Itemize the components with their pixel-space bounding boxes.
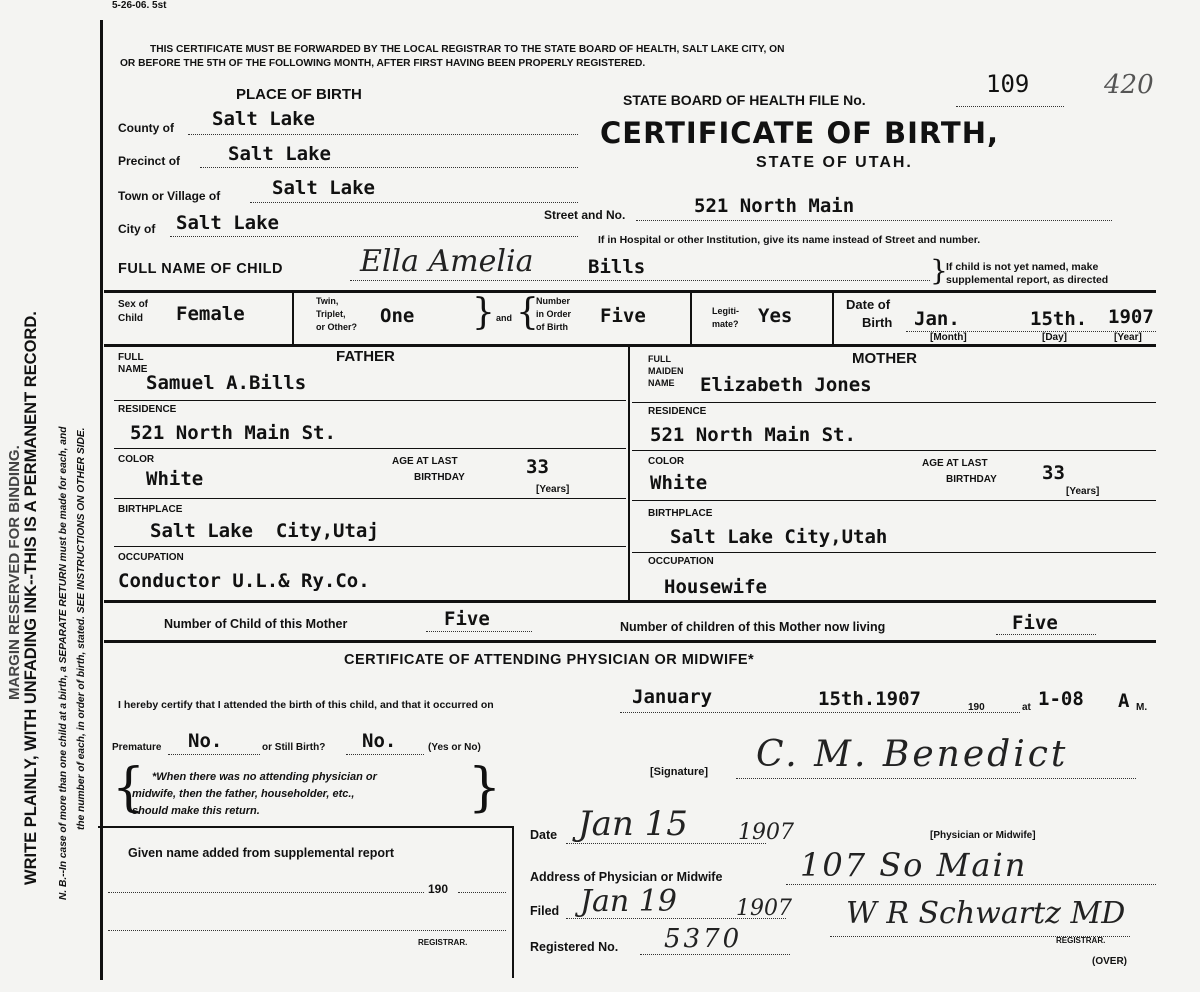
day-caption: [Day]	[1042, 332, 1068, 343]
parents-divider	[628, 346, 630, 602]
county-value: Salt Lake	[212, 108, 315, 130]
twin-label-1: Twin,	[316, 296, 339, 306]
rule-after-parents	[104, 600, 1156, 603]
attended-date: January	[632, 686, 713, 708]
child-number: Five	[444, 608, 490, 630]
divider-sex	[292, 292, 294, 344]
rule-after-name	[104, 290, 1156, 293]
stillbirth-label: or Still Birth?	[262, 742, 326, 753]
father-name-rule	[114, 400, 626, 401]
address-line	[786, 884, 1156, 885]
margin-note-line1: N. B.--In case of more than one child at a birth, a SEPARATE RETURN must be made for each, and	[58, 426, 69, 900]
signature-line	[736, 778, 1136, 779]
signature-label: [Signature]	[650, 766, 709, 778]
and-label: and	[496, 313, 513, 323]
month-caption: [Month]	[930, 332, 967, 343]
twin-brace: }	[472, 292, 495, 333]
birth-date-label-1: Date of	[846, 297, 891, 312]
divider-order	[690, 292, 692, 344]
divider-legit	[832, 292, 834, 344]
notice-line-2: OR BEFORE THE 5TH OF THE FOLLOWING MONTH, AFTER FIRST HAVING BEEN PROPERLY REGISTERED.	[120, 58, 646, 69]
mother-age: 33	[1042, 462, 1065, 484]
county-label: County of	[118, 121, 174, 135]
father-name: Samuel A.Bills	[146, 372, 307, 394]
father-age-label-1: AGE AT LAST	[392, 456, 458, 467]
attended-day-year: 15th.1907	[818, 688, 921, 710]
mother-years-caption: [Years]	[1066, 486, 1100, 497]
note-line-3: should make this return.	[132, 805, 260, 817]
hospital-note: If in Hospital or other Institution, give its name instead of Street and number.	[598, 234, 981, 246]
living-line	[996, 634, 1096, 635]
margin-note-line2: the number of each, in order of birth, stated. SEE INSTRUCTIONS ON OTHER SIDE.	[76, 427, 87, 830]
legit-label-1: Legiti-	[712, 306, 739, 316]
order-brace: {	[516, 292, 539, 333]
premature-label: Premature	[112, 742, 162, 753]
living-number: Five	[1012, 612, 1058, 634]
child-first-name: Ella Amelia	[360, 244, 534, 279]
file-number: 109	[986, 70, 1030, 98]
birth-day: 15th.	[1030, 308, 1088, 330]
county-line	[188, 134, 578, 135]
mother-age-label-1: AGE AT LAST	[922, 458, 988, 469]
sex-label-1: Sex of	[118, 299, 149, 310]
father-occupation: Conductor U.L.& Ry.Co.	[118, 570, 370, 592]
sign-year: 1907	[738, 820, 794, 845]
street-line	[636, 220, 1112, 221]
supplemental-heading: Given name added from supplemental report	[128, 846, 395, 860]
town-value: Salt Lake	[272, 177, 375, 199]
unnamed-note-1: If child is not yet named, make	[946, 261, 1099, 273]
supp-name-line	[108, 892, 424, 893]
at-label: at	[1022, 702, 1031, 713]
legit-value: Yes	[758, 305, 793, 327]
margin-ink-warning: WRITE PLAINLY, WITH UNFADING INK--THIS IS A PERMANENT RECORD.	[22, 311, 40, 885]
birth-date-label-2: Birth	[862, 315, 893, 330]
street-value: 521 North Main	[694, 195, 855, 217]
over-label: (OVER)	[1092, 956, 1127, 967]
premature-line	[168, 754, 260, 755]
order-label-3: of Birth	[536, 322, 568, 332]
street-label: Street and No.	[544, 208, 626, 222]
attended-time: 1-08	[1038, 688, 1084, 710]
city-line	[170, 236, 578, 237]
birth-month: Jan.	[914, 308, 960, 330]
notice-line-1: THIS CERTIFICATE MUST BE FORWARDED BY THE LOCAL REGISTRAR TO THE STATE BOARD OF HEALTH, SALT LAKE CITY, ON	[150, 44, 785, 55]
birth-year: 1907	[1108, 306, 1154, 328]
father-years-caption: [Years]	[536, 484, 570, 495]
yes-no-note: (Yes or No)	[428, 742, 481, 753]
margin-stamp: 5-26-06. 5st	[112, 0, 167, 11]
father-age-label-2: BIRTHDAY	[414, 472, 465, 483]
precinct-value: Salt Lake	[228, 143, 331, 165]
mother-residence-label: RESIDENCE	[648, 406, 707, 417]
place-of-birth-heading: PLACE OF BIRTH	[236, 86, 362, 103]
father-heading: FATHER	[336, 348, 395, 365]
order-label-1: Number	[536, 296, 571, 306]
child-surname: Bills	[588, 256, 646, 278]
registrar-signature: W R Schwartz MD	[846, 896, 1126, 931]
registered-line	[640, 954, 790, 955]
child-number-label: Number of Child of this Mother	[164, 617, 348, 631]
filed-label: Filed	[530, 904, 560, 918]
physician-address: 107 So Main	[800, 846, 1028, 884]
role-label: [Physician or Midwife]	[930, 830, 1036, 841]
city-value: Salt Lake	[176, 212, 279, 234]
note-line-2: midwife, then the father, householder, etc.,	[132, 788, 355, 800]
father-color: White	[146, 468, 204, 490]
supp-box-right	[512, 826, 514, 978]
supp-year-line	[458, 892, 506, 893]
unnamed-note-2: supplemental report, as directed	[946, 274, 1109, 286]
father-residence-label: RESIDENCE	[118, 404, 177, 415]
rule-after-birth-row	[104, 344, 1156, 347]
city-label: City of	[118, 222, 156, 236]
mother-occupation: Housewife	[664, 576, 767, 598]
mother-color-rule	[632, 500, 1156, 501]
mother-full-label-3: NAME	[648, 378, 675, 388]
sign-date-line	[566, 843, 766, 844]
father-full-label-2: NAME	[118, 364, 148, 375]
m-label: M.	[1136, 702, 1148, 713]
filed-line	[566, 918, 786, 919]
legit-label-2: mate?	[712, 319, 739, 329]
father-full-label-1: FULL	[118, 352, 144, 363]
mother-full-label-2: MAIDEN	[648, 366, 684, 376]
mother-heading: MOTHER	[852, 350, 917, 367]
mother-residence: 521 North Main St.	[650, 424, 856, 446]
note-line-1: *When there was no attending physician or	[152, 771, 377, 783]
order-label-2: in Order	[536, 309, 572, 319]
rule-before-physician	[104, 640, 1156, 643]
mother-birthplace-rule	[632, 552, 1156, 553]
twin-label-3: or Other?	[316, 322, 358, 332]
mother-full-label-1: FULL	[648, 354, 671, 364]
father-birthplace-label: BIRTHPLACE	[118, 504, 183, 515]
registrar-label: REGISTRAR.	[1056, 936, 1106, 945]
registered-label: Registered No.	[530, 940, 619, 954]
note-brace-left: {	[112, 758, 146, 818]
father-birthplace: Salt Lake City,Utaj	[150, 520, 379, 542]
precinct-line	[200, 167, 578, 168]
town-label: Town or Village of	[118, 189, 221, 203]
mother-name-rule	[632, 402, 1156, 403]
address-label: Address of Physician or Midwife	[530, 870, 723, 884]
supp-box-top	[98, 826, 514, 828]
town-line	[250, 202, 578, 203]
father-residence-rule	[114, 448, 626, 449]
margin-rule	[100, 20, 103, 980]
supp-registrar-line	[108, 930, 506, 931]
sex-label-2: Child	[118, 313, 143, 324]
mother-color: White	[650, 472, 708, 494]
child-name-line	[350, 280, 930, 281]
premature-value: No.	[188, 730, 223, 752]
father-residence: 521 North Main St.	[130, 422, 336, 444]
certificate-title: CERTIFICATE OF BIRTH,	[600, 116, 1000, 150]
father-color-label: COLOR	[118, 454, 155, 465]
father-occupation-label: OCCUPATION	[118, 552, 184, 563]
child-number-line	[426, 631, 532, 632]
attended-ampm: A	[1118, 690, 1130, 712]
sex-value: Female	[176, 303, 245, 325]
year-caption: [Year]	[1114, 332, 1142, 343]
mother-name: Elizabeth Jones	[700, 374, 872, 396]
stillbirth-value: No.	[362, 730, 397, 752]
printed-190: 190	[968, 702, 985, 713]
sign-date-label: Date	[530, 828, 558, 842]
note-brace-right: }	[468, 758, 502, 818]
child-name-label: FULL NAME OF CHILD	[118, 261, 283, 277]
father-color-rule	[114, 498, 626, 499]
file-number-line	[956, 106, 1064, 107]
attended-date-line	[620, 712, 1020, 713]
supp-190: 190	[428, 882, 449, 896]
father-age: 33	[526, 456, 549, 478]
mother-age-label-2: BIRTHDAY	[946, 474, 997, 485]
margin-binding-text: MARGIN RESERVED FOR BINDING.	[6, 445, 23, 700]
filed-year: 1907	[736, 896, 792, 921]
order-value: Five	[600, 305, 646, 327]
twin-value: One	[380, 305, 415, 327]
mother-occupation-label: OCCUPATION	[648, 556, 714, 567]
supp-registrar-label: REGISTRAR.	[418, 938, 468, 947]
certificate-subtitle: STATE OF UTAH.	[756, 154, 913, 171]
unnamed-brace: }	[930, 254, 948, 287]
mother-birthplace-label: BIRTHPLACE	[648, 508, 713, 519]
filed-date: Jan 19	[580, 884, 677, 919]
living-label: Number of children of this Mother now living	[620, 620, 886, 634]
registered-number: 5370	[664, 924, 743, 954]
mother-residence-rule	[632, 450, 1156, 451]
father-birthplace-rule	[114, 546, 626, 547]
precinct-label: Precinct of	[118, 154, 181, 168]
twin-label-2: Triplet,	[316, 309, 346, 319]
certify-text: I hereby certify that I attended the birth of this child, and that it occurred on	[118, 699, 494, 711]
physician-signature: C. M. Benedict	[756, 734, 1069, 775]
mother-birthplace: Salt Lake City,Utah	[670, 526, 888, 548]
file-number-note: 420	[1104, 70, 1154, 100]
sign-date: Jan 15	[578, 804, 688, 844]
file-number-label: STATE BOARD OF HEALTH FILE No.	[623, 92, 866, 108]
stillbirth-line	[346, 754, 424, 755]
physician-heading: CERTIFICATE OF ATTENDING PHYSICIAN OR MIDWIFE*	[344, 652, 755, 668]
mother-color-label: COLOR	[648, 456, 685, 467]
